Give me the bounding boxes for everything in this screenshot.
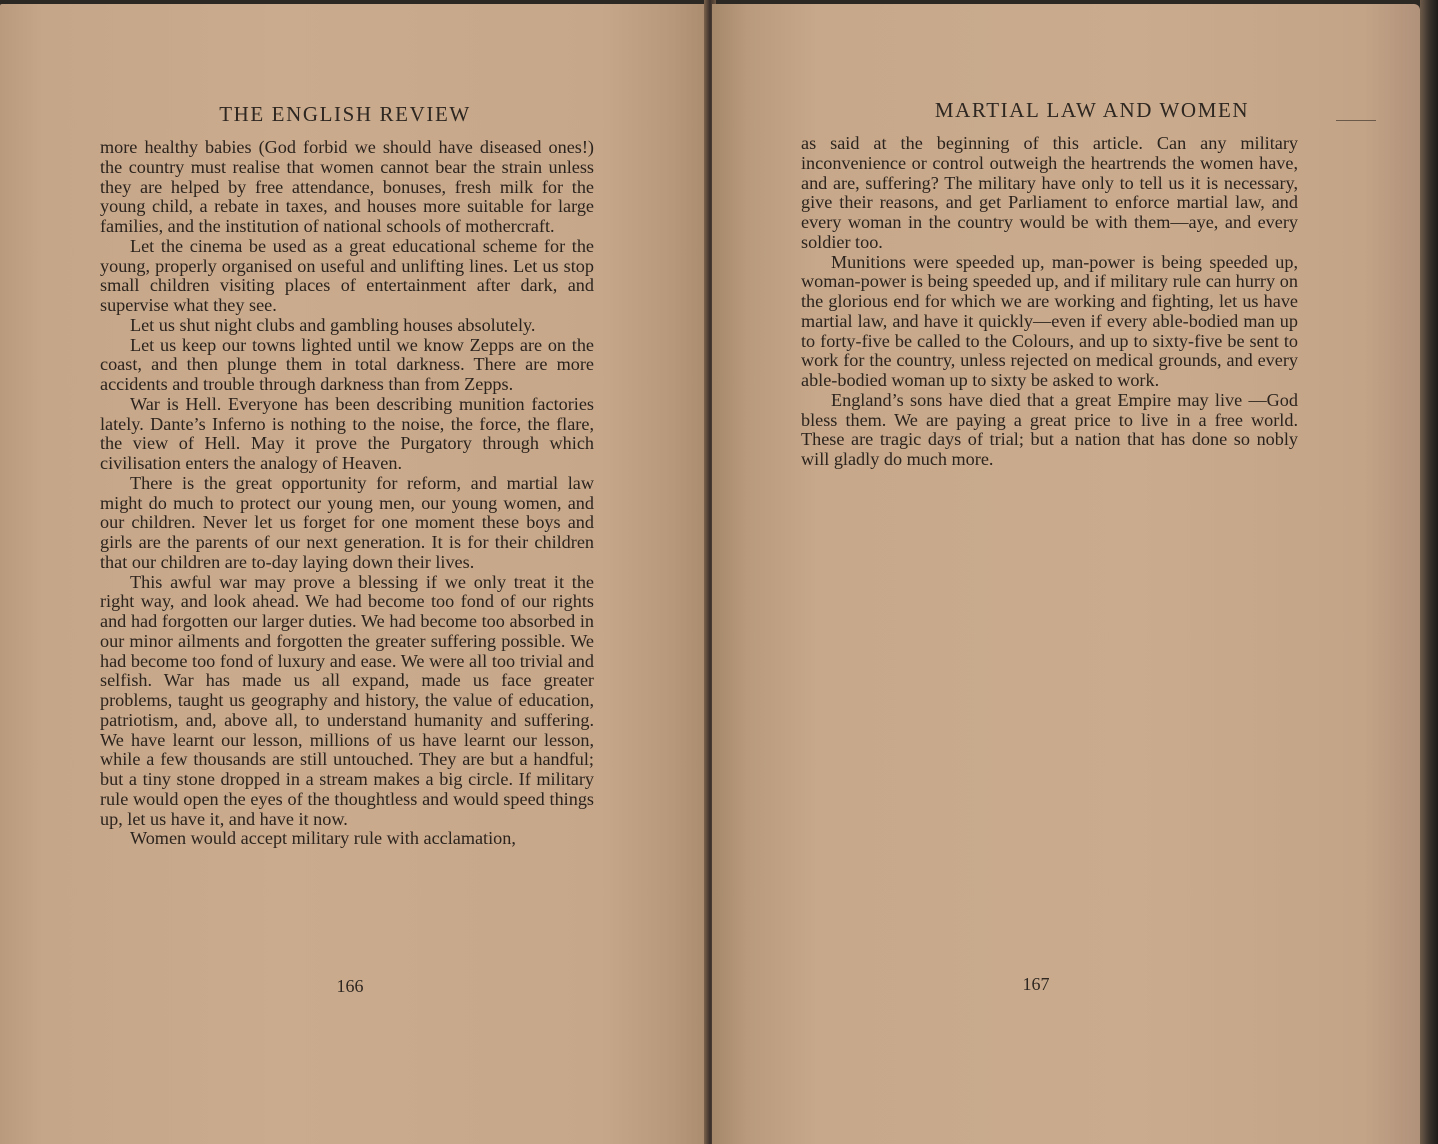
paragraph: There is the great opportunity for reform, and martial law might do much to protect our young men, our young women, and our children. Never let us forget for one moment these boys and girls are the parents of our next generation. It is for their children that our children are to-day laying down their lives. — [100, 472, 594, 572]
left-page — [0, 4, 708, 1144]
paragraph: Let the cinema be used as a great educational scheme for the young, properly organised on useful and unlifting lines. Let us stop small children visiting places of entertainment after dark, and supervise what they see. — [100, 235, 594, 315]
page-number-left: 166 — [336, 976, 364, 996]
left-page-body — [100, 138, 594, 849]
running-head-left: THE ENGLISH REVIEW — [219, 102, 471, 126]
page-number-right: 167 — [1022, 974, 1050, 994]
paragraph: more healthy babies (God forbid we should have diseased ones!) the country must realise that women cannot bear the strain unless they are helped by free attendance, bonuses, fresh milk for the young child, a rebate in taxes, and houses more suitable for large families, and the institution of national schools of mothercraft. — [100, 137, 594, 236]
paragraph: as said at the beginning of this article. Can any military inconvenience or control outweigh the heartrends the women have, and are, suffering? The military have only to tell us it is necessary, give their reasons, and get Parliament to enforce martial law, and every woman in the country would be with them—aye, and every soldier too. — [801, 133, 1298, 252]
book-edge — [1420, 0, 1438, 1144]
paragraph: War is Hell. Everyone has been describing munition factories lately. Dante’s Inferno is nothing to the noise, the force, the flare, the view of Hell. May it prove the Purgatory through which civilisation enters the analogy of Heaven. — [100, 393, 594, 473]
right-page-body — [801, 134, 1298, 470]
paragraph: This awful war may prove a blessing if we only treat it the right way, and look ahead. We had become too fond of our rights and had forgotten our larger duties. We had become too absorbed in our minor ailments and forgotten the greater suffering possible. We had become too fond of luxury and ease. We were all too trivial and selfish. War has made us all expand, made us face greater problems, taught us geography and history, the value of education, patriotism, and, above all, to understand humanity and suffering. We have learnt our lesson, millions of us have learnt our lesson, while a few thousands are still untouched. They are but a handful; but a tiny stone dropped in a stream makes a big circle. If military rule would open the eyes of the thoughtless and would speed things up, let us have it, and have it now. — [100, 571, 594, 829]
paragraph: Women would accept military rule with acclamation, — [130, 828, 516, 849]
paragraph: Munitions were speeded up, man-power is being speeded up, woman-power is being speeded up, and if military rule can hurry on the glorious end for which we are working and fighting, let us have martial law, and have it quickly—even if every able-bodied man up to forty-five be called to the Colours, and up to sixty-five be sent to work for the country, unless rejected on medical grounds, and every able-bodied woman up to sixty be asked to work. — [801, 251, 1298, 390]
right-page — [712, 4, 1420, 1144]
paragraph: Let us shut night clubs and gambling houses absolutely. — [130, 314, 536, 335]
paragraph: Let us keep our towns lighted until we know Zepps are on the coast, and then plunge them in total darkness. There are more accidents and trouble through darkness than from Zepps. — [100, 334, 594, 394]
page-mark — [1336, 120, 1376, 121]
running-head-right: MARTIAL LAW AND WOMEN — [934, 98, 1250, 122]
paragraph: England’s sons have died that a great Empire may live —God bless them. We are paying a great price to live in a free world. These are tragic days of trial; but a nation that has done so nobly will gladly do much more. — [801, 389, 1298, 469]
